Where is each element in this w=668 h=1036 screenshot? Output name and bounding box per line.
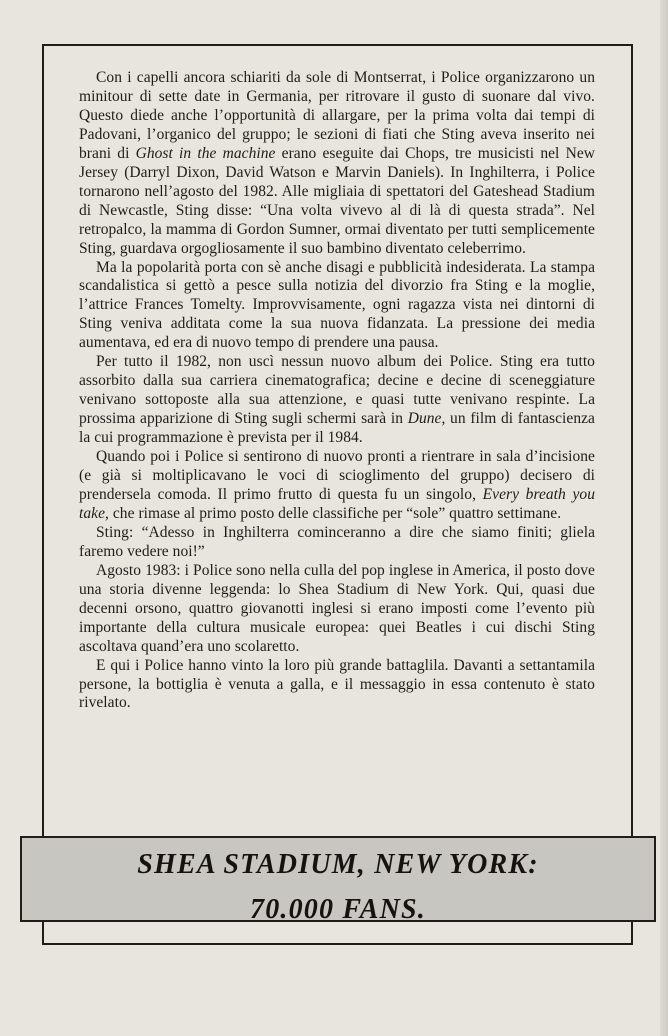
paragraph: E qui i Police hanno vinto la loro più grande battaglila. Davanti a settantamila persone, la bottiglia è venuta a galla, e il messaggio in essa contenuto è stato rivelato. xyxy=(79,656,595,712)
paragraph: Sting: “Adesso in Inghilterra cominceranno a dire che siamo finiti; gliela faremo vedere noi!” xyxy=(79,523,595,560)
paragraph: Agosto 1983: i Police sono nella culla del pop inglese in America, il posto dove una storia divenne leggenda: lo Shea Stadium di New York. Qui, quasi due decenni orsono, quattro giovanotti inglesi si erano imposti come l’evento più importante della cultura musicale europea: quei Beatles i cui dischi Sting ascoltava quand’era uno scolaretto. xyxy=(79,561,595,655)
banner-subheadline: 70.000 FANS. xyxy=(250,894,426,925)
headline-banner xyxy=(20,836,656,925)
page-edge xyxy=(660,0,668,1036)
paragraph: Ma la popolarità porta con sè anche disagi e pubblicità indesiderata. La stampa scandalistica si gettò a pesce sulla notizia del divorzio fra Sting e la moglie, l’attrice Frances Tomelty. Improvvisamente, ogni ragazza vista nei dintorni di Sting veniva additata come la sua nuova fidanzata. La pressione dei media aumentava, ed era di nuovo tempo di prendere una pausa. xyxy=(79,258,595,352)
paragraph: Con i capelli ancora schiariti da sole di Montserrat, i Police organizzarono un minitour di sette date in Germania, per ritrovare il gusto di suonare dal vivo. Questo diede anche l’opportunità di allargare, per la prima volta dai tempi di Padovani, l’organico del gruppo; le sezioni di fiati che Sting aveva inserito nei brani di Ghost in the machine erano eseguite dai Chops, tre musicisti nel New Jersey (Darryl Dixon, David Watson e Marvin Daniels). In Inghilterra, i Police tornarono nell’agosto del 1982. Alle migliaia di spettatori del Gateshead Stadium di Newcastle, Sting disse: “Una volta vivevo al di là di questa strada”. Nel retropalco, la mamma di Gordon Sumner, ormai diventato per tutti semplicemente Sting, guardava orgogliosamente il suo bambino diventato celeberrimo. xyxy=(79,69,595,257)
banner-headline: SHEA STADIUM, NEW YORK: xyxy=(137,849,539,880)
article-body xyxy=(79,69,595,713)
paragraph: Quando poi i Police si sentirono di nuovo pronti a rientrare in sala d’incisione (e già si moltiplicavano le voci di scioglimento del gruppo) decisero di prendersela comoda. Il primo frutto di questa fu un singolo, Every breath you take, che rimase al primo posto delle classifiche per “sole” quattro settimane. xyxy=(79,448,595,522)
paragraph: Per tutto il 1982, non uscì nessun nuovo album dei Police. Sting era tutto assorbito dalla sua carriera cinematografica; decine e decine di sceneggiature venivano sottoposte alla sua attenzione, e quasi tutte venivano respinte. La prossima apparizione di Sting sugli schermi sarà in Dune, un film di fantascienza la cui programmazione è prevista per il 1984. xyxy=(79,353,595,447)
